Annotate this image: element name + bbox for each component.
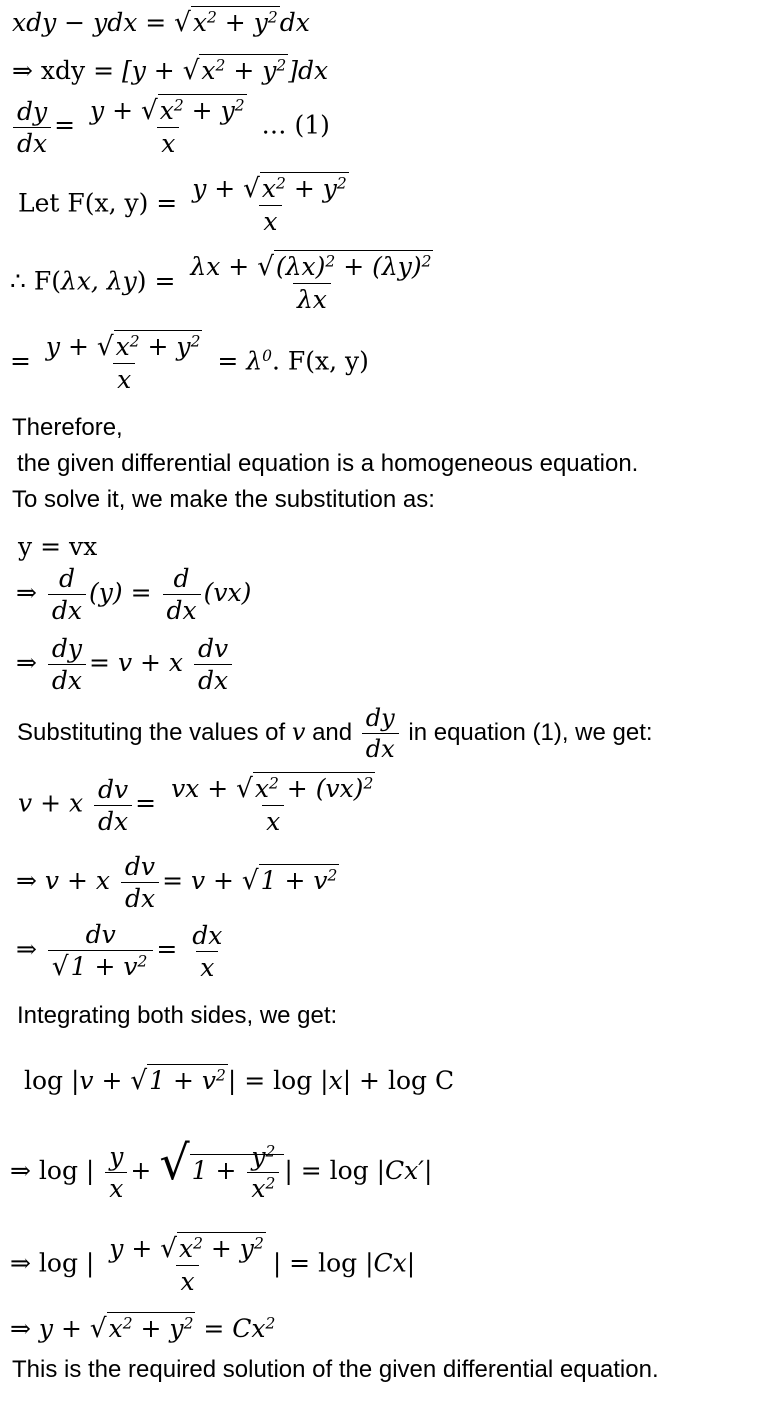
equation-y-eq-vx: y = vx — [18, 532, 98, 561]
integrating-text: Integrating both sides, we get: — [17, 1002, 338, 1029]
substituting-text: Substituting the values of v and $\frac{dy}{dx}$ in equation (1), we get: — [17, 704, 653, 763]
equation-line-5: ∴ F(λx, λy) = $\frac{\lambda x + √(\lambda x)^2 + (\lambda y)^2}{\lambda x}$ — [10, 252, 432, 315]
substituting-suffix: in equation (1), we get: — [401, 718, 653, 746]
let-function-label: Let F(x, y) = — [18, 188, 186, 218]
equation-derivative-2: ⇒ $\frac{dy}{dx}$ = v + x $\frac{dv}{dx}$ — [16, 636, 235, 693]
equation-line-4: Let F(x, y) = $\frac{y + √x^2 + y^2}{x}$ — [18, 174, 347, 237]
equation-line-6: = $\frac{y + √x^2 + y^2}{x}$ = $\lambda^0$. F(x, y) — [10, 332, 369, 395]
equation-substituted: v + x $\frac{dv}{dx}$ = $\frac{vx + √x^2 + (vx)^2}{x}$ — [18, 774, 374, 837]
homogeneous-text: the given differential equation is a homogeneous equation. — [17, 450, 639, 477]
therefore-symbol: ∴ — [10, 266, 34, 296]
conclusion-text: This is the required solution of the given differential equation. — [12, 1356, 659, 1383]
equation-final: ⇒ $y + √x^2 + y^2 = Cx^2$ — [10, 1314, 276, 1344]
homogeneous-degree-tail: . F(x, y) — [272, 346, 369, 376]
equation-log-2: ⇒ log | $\frac{y}{x}$ + √1 + $\frac{y^2}{x^2}$ | = log |Cx′| — [10, 1136, 433, 1203]
equation-line-3: $\frac{dy}{dx}$ = $\frac{y + √x^2 + y^2}{x}$ … (1) — [10, 98, 330, 156]
equation-log-1: $\log |v + √1 + v^2| = \log |x| + \log C$ — [24, 1066, 455, 1096]
equation-line-1: xdy − ydx = $√x^2 + y^2dx$ — [12, 8, 310, 38]
equation-separated: ⇒ $\frac{dv}{√1 + v^2}$ = $\frac{dx}{x}$ — [16, 920, 223, 982]
equation-line-2: ⇒ xdy = $[y + √x^2 + y^2]dx$ — [12, 56, 329, 86]
equation-derivative-1: ⇒ $\frac{d}{dx}$ (y) = $\frac{d}{dx}$ (vx) — [16, 564, 252, 625]
equation-simplified: ⇒ v + x $\frac{dv}{dx}$ = $v + √1 + v^2$ — [16, 852, 338, 913]
substituting-and: and — [305, 718, 359, 746]
substituting-prefix: Substituting the values of — [17, 718, 292, 746]
equation-log-3: ⇒ log | $\frac{y + √x^2 + y^2}{x}$ | = log |Cx| — [10, 1234, 416, 1297]
therefore-text: Therefore, — [12, 414, 123, 441]
equation-reference: … (1) — [261, 110, 330, 140]
substitution-intro-text: To solve it, we make the substitution as: — [12, 486, 435, 513]
